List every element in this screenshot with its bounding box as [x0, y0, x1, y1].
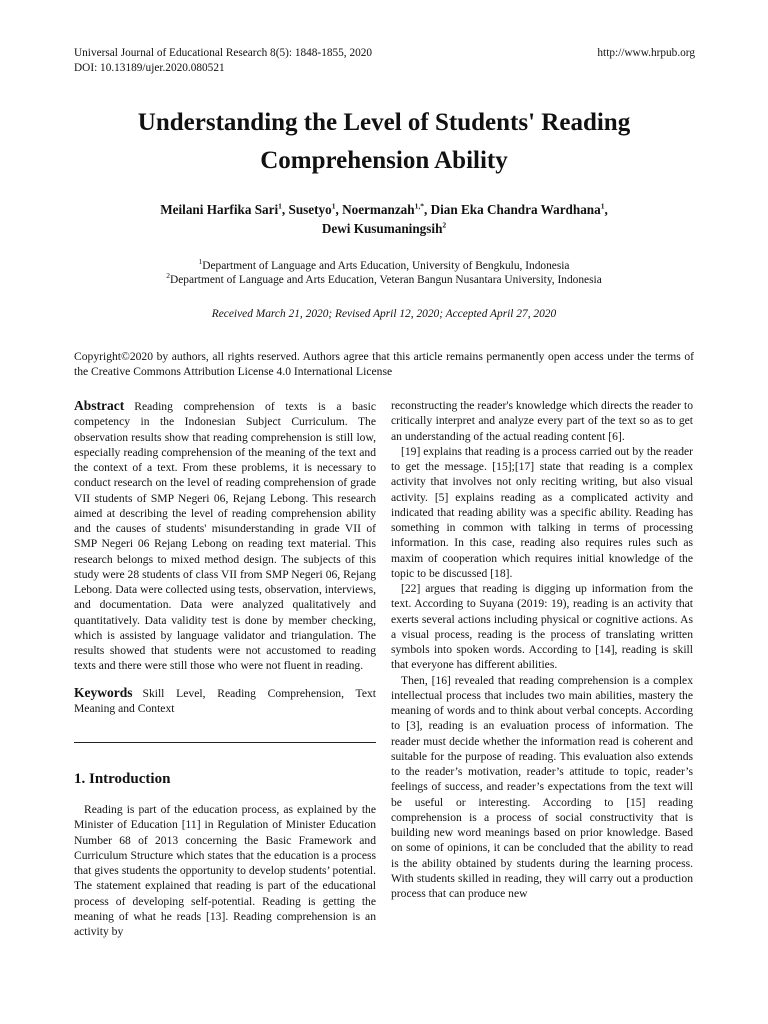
- author-separator: ,: [423, 202, 431, 217]
- keywords-text: Skill Level, Reading Comprehension, Text Meaning and Context: [74, 686, 376, 715]
- body-paragraph: [19] explains that reading is a process carried out by the reader to get the message. [15];[17] state that reading is a complex activity that involves not only reciting writing, but also visual activity. [5] explains reading as a complicated activity and indicated that reading ability was a specific ability. Reading has something in common with talking in terms of processing information. In this case, reading also requires rules such as maxim of cooperation which requires initial knowledge of the topic to be discussed [18].: [391, 444, 693, 580]
- author-name: Noermanzah: [342, 202, 415, 217]
- keywords-label: Keywords: [74, 684, 133, 700]
- author-affiliation-mark: 2: [442, 220, 447, 230]
- section-divider: [74, 742, 376, 743]
- abstract-text: Reading comprehension of texts is a basic competency in the Indonesian Subject Curriculum. The observation results show that reading comprehension is still low, especially reading comprehension of the meaning of the text and the context of a text. From these problems, it is necessary to conduct research on the level of reading comprehension of grade VII students of SMP Negeri 06, Rejang Lebong. This research aimed at describing the level of reading comprehension ability and the causes of students' misunderstanding in grade VII of SMP Negeri 06 Rejang Lebong on reading text material. This research belongs to mixed method design. The subjects of this study were 28 students of class VII from SMP Negeri 06, Rejang Lebong. Data were collected using tests, observation, interviews, and documentation. Data were analyzed qualitatively and quantitatively. Data validity test is done by member checking, which is assisted by language validator and triangulation. The results showed that students were not accustomed to reading texts and there were still those who were not fluent in reading.: [74, 400, 376, 673]
- abstract-label: Abstract: [74, 398, 125, 413]
- author-separator: ,: [281, 202, 289, 217]
- received-dates: Received March 21, 2020; Revised April 12, 2020; Accepted April 27, 2020: [211, 308, 557, 320]
- journal-citation: Universal Journal of Educational Research 8(5): 1848-1855, 2020: [74, 47, 373, 59]
- body-paragraph: [22] argues that reading is digging up information from the text. According to Suyana (2019: 19), reading is an activity that exerts several actions including physical or cognitive actions. As a visual process, reading is the process of translating written symbols into spoken words. According to [14], reading is skill that everyone has different abilities.: [391, 582, 693, 672]
- keywords: [74, 685, 376, 717]
- author-name: Susetyo: [288, 202, 332, 217]
- affiliation-mark: 2: [166, 270, 170, 280]
- author-affiliation-mark: 1: [331, 201, 336, 211]
- author-affiliation-mark: 1: [600, 201, 605, 211]
- copyright-notice: Copyright©2020 by authors, all rights reserved. Authors agree that this article remains permanently open access under the terms of the Creative Commons Attribution License 4.0 International License: [74, 350, 694, 378]
- author-separator: ,: [335, 202, 343, 217]
- journal-website-link[interactable]: http://www.hrpub.org: [597, 47, 695, 59]
- affiliation-text: Department of Language and Arts Education, Veteran Bangun Nusantara University, Indonesia: [169, 273, 602, 286]
- author-list: [74, 200, 694, 238]
- author-affiliation-mark: 1: [278, 201, 282, 211]
- author-separator: ,: [604, 202, 608, 217]
- body-paragraph: reconstructing the reader's knowledge which directs the reader to critically interpret and analyze every part of the text so as to get an understanding of the actual reading content [6].: [391, 399, 693, 443]
- affiliation-mark: 1: [198, 257, 203, 267]
- author-name: Meilani Harfika Sari: [160, 202, 279, 217]
- author-name: Dian Eka Chandra Wardhana: [430, 202, 601, 217]
- section-heading-introduction: 1. Introduction: [74, 771, 171, 787]
- author-name: Dewi Kusumaningsih: [321, 221, 443, 236]
- body-paragraph: Reading is part of the education process, as explained by the Minister of Education [11] in Regulation of Minister Education Number 68 of 2013 concerning the Basic Framework and Curriculum Structure which states that the education is a process that gives students the opportunity to develop students’ potential. The statement explained that reading is part of the educational process of developing self-potential. Reading is getting the meaning of what he reads [13]. Reading comprehension is an activity by: [74, 803, 376, 938]
- left-column: [74, 398, 376, 939]
- affiliation-text: Department of Language and Arts Education, University of Bengkulu, Indonesia: [202, 260, 570, 272]
- right-column: [391, 398, 693, 901]
- author-affiliation-mark: 1,*: [414, 201, 424, 211]
- affiliations: [74, 257, 694, 287]
- paper-title: Understanding the Level of Students' Reading Comprehension Ability: [137, 109, 631, 174]
- body-paragraph: Then, [16] revealed that reading comprehension is a complex intellectual process that includes two main abilities, mastery the meaning of words and to think about verbal concepts. According to [3], reading is an evaluation process of information. The reader must decide whether the information read is coherent and suitable for the purpose of reading. This evaluation also extends to the reader’s motivation, reader’s attitude to topic, reader’s feelings of success, and reader’s expectations from the text will be useful or interesting. According to [15] reading comprehension is a process of social constructivity that is building new word meanings based on prior knowledge. Based on some of opinions, it can be concluded that the ability to read is the ability obtained by students during the learning process. With students skilled in reading, they will carry out a production process that can produce new: [391, 673, 693, 900]
- doi: DOI: 10.13189/ujer.2020.080521: [74, 62, 225, 74]
- affiliation-line: [74, 270, 694, 288]
- abstract: [74, 398, 376, 674]
